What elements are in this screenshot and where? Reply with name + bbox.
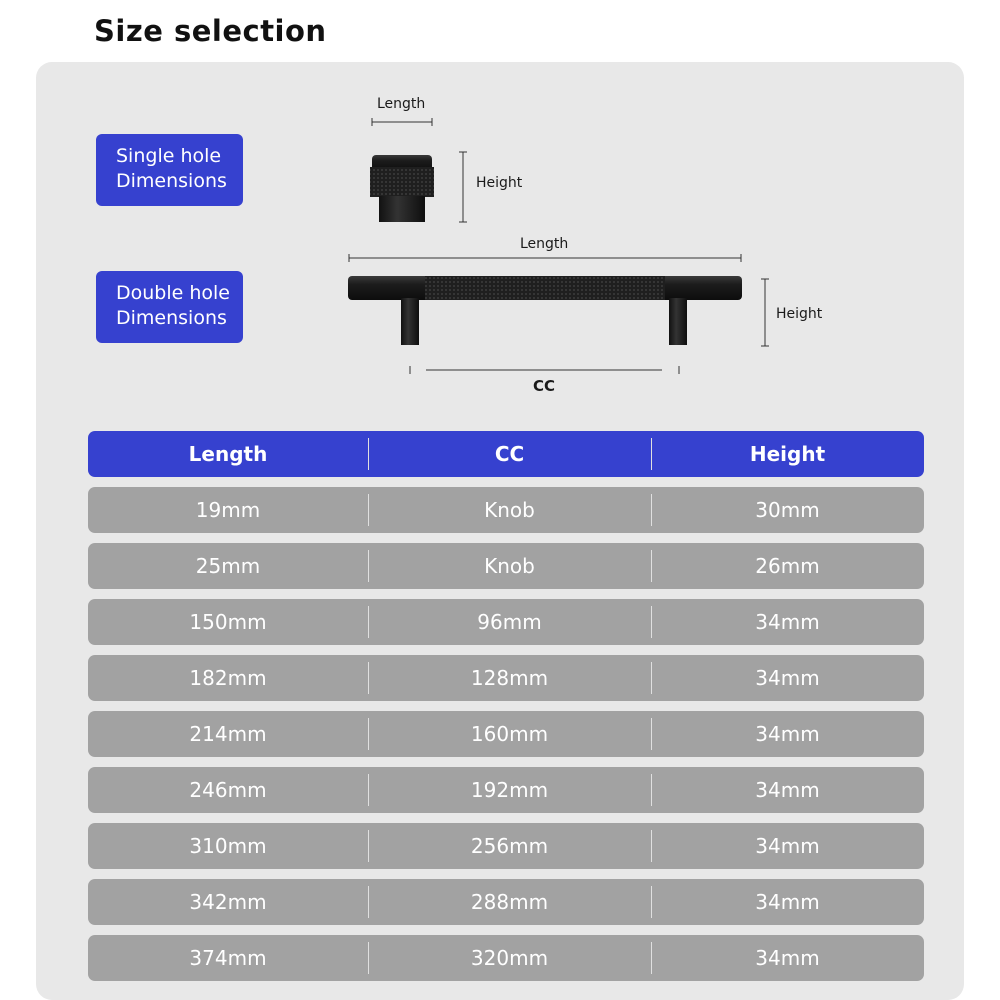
page-title: Size selection — [94, 14, 327, 48]
cell-cc — [368, 655, 651, 701]
cell-height — [651, 599, 924, 645]
column-divider — [651, 662, 652, 694]
dimension-diagram — [0, 0, 1000, 430]
column-divider — [651, 438, 652, 470]
cell-cc — [368, 823, 651, 869]
header-cc-text: CC — [494, 442, 525, 466]
cell-cc-text: Knob — [484, 554, 535, 578]
column-divider — [651, 718, 652, 750]
column-divider — [651, 942, 652, 974]
cell-length: 25mm — [195, 554, 261, 578]
cell-cc — [368, 599, 651, 645]
single-hole-label-line1: Single hole — [116, 145, 222, 167]
bar-handle-image — [348, 276, 742, 345]
cell-cc-text: 320mm — [470, 946, 549, 970]
header-length: Length — [188, 442, 268, 466]
single-hole-label-line2: Dimensions — [116, 170, 227, 192]
cell-height-text: 34mm — [755, 834, 820, 858]
table-row — [88, 543, 924, 589]
cell-height-text: 34mm — [755, 722, 820, 746]
column-divider — [368, 830, 369, 862]
column-divider — [368, 550, 369, 582]
column-divider — [651, 774, 652, 806]
cell-cc-text: 160mm — [470, 722, 549, 746]
column-divider — [368, 718, 369, 750]
cell-length: 182mm — [189, 666, 267, 690]
cell-cc-text: 96mm — [477, 610, 542, 634]
knob-length-label: Length — [377, 96, 426, 112]
cell-height — [651, 823, 924, 869]
cell-height-text: 34mm — [755, 666, 820, 690]
cell-length: 374mm — [189, 946, 267, 970]
header-cc — [368, 431, 651, 477]
cell-height — [651, 655, 924, 701]
cell-height-text: 34mm — [755, 890, 820, 914]
knob-height-label: Height — [476, 175, 523, 191]
double-hole-label-line1: Double hole — [116, 282, 230, 304]
cell-cc — [368, 879, 651, 925]
cell-height-text: 26mm — [755, 554, 820, 578]
column-divider — [368, 606, 369, 638]
column-divider — [651, 830, 652, 862]
cell-cc-text: 256mm — [470, 834, 549, 858]
cell-height — [651, 711, 924, 757]
cell-cc — [368, 487, 651, 533]
cell-cc-text: 192mm — [470, 778, 549, 802]
table-row — [88, 655, 924, 701]
cell-height — [651, 879, 924, 925]
cell-cc — [368, 711, 651, 757]
cell-height-text: 34mm — [755, 610, 820, 634]
table-row — [88, 823, 924, 869]
cell-cc — [368, 935, 651, 981]
table-row — [88, 879, 924, 925]
knob-image — [370, 155, 434, 222]
table-row — [88, 935, 924, 981]
cell-height — [651, 935, 924, 981]
table-row — [88, 487, 924, 533]
column-divider — [651, 550, 652, 582]
cell-length: 150mm — [189, 610, 267, 634]
cell-length: 342mm — [189, 890, 267, 914]
column-divider — [368, 942, 369, 974]
table-row — [88, 767, 924, 813]
cell-length: 310mm — [189, 834, 267, 858]
table-header-row — [88, 431, 924, 477]
double-hole-label-line2: Dimensions — [116, 307, 227, 329]
column-divider — [368, 438, 369, 470]
cell-cc — [368, 543, 651, 589]
column-divider — [368, 886, 369, 918]
cell-cc-text: Knob — [484, 498, 535, 522]
cell-length: 19mm — [195, 498, 261, 522]
cell-height-text: 34mm — [755, 778, 820, 802]
bar-height-label: Height — [776, 306, 823, 322]
column-divider — [651, 606, 652, 638]
cell-height-text: 30mm — [755, 498, 820, 522]
table-row — [88, 711, 924, 757]
bar-cc-label: CC — [533, 377, 556, 395]
cell-height — [651, 767, 924, 813]
column-divider — [651, 886, 652, 918]
column-divider — [651, 494, 652, 526]
header-height — [651, 431, 924, 477]
bar-length-label: Length — [520, 236, 569, 252]
header-height-text: Height — [749, 442, 826, 466]
cell-height-text: 34mm — [755, 946, 820, 970]
cell-cc-text: 288mm — [470, 890, 549, 914]
column-divider — [368, 662, 369, 694]
cell-length: 214mm — [189, 722, 267, 746]
column-divider — [368, 494, 369, 526]
cell-cc-text: 128mm — [470, 666, 549, 690]
cell-height — [651, 487, 924, 533]
cell-height — [651, 543, 924, 589]
cell-cc — [368, 767, 651, 813]
table-row — [88, 599, 924, 645]
column-divider — [368, 774, 369, 806]
cell-length: 246mm — [189, 778, 267, 802]
